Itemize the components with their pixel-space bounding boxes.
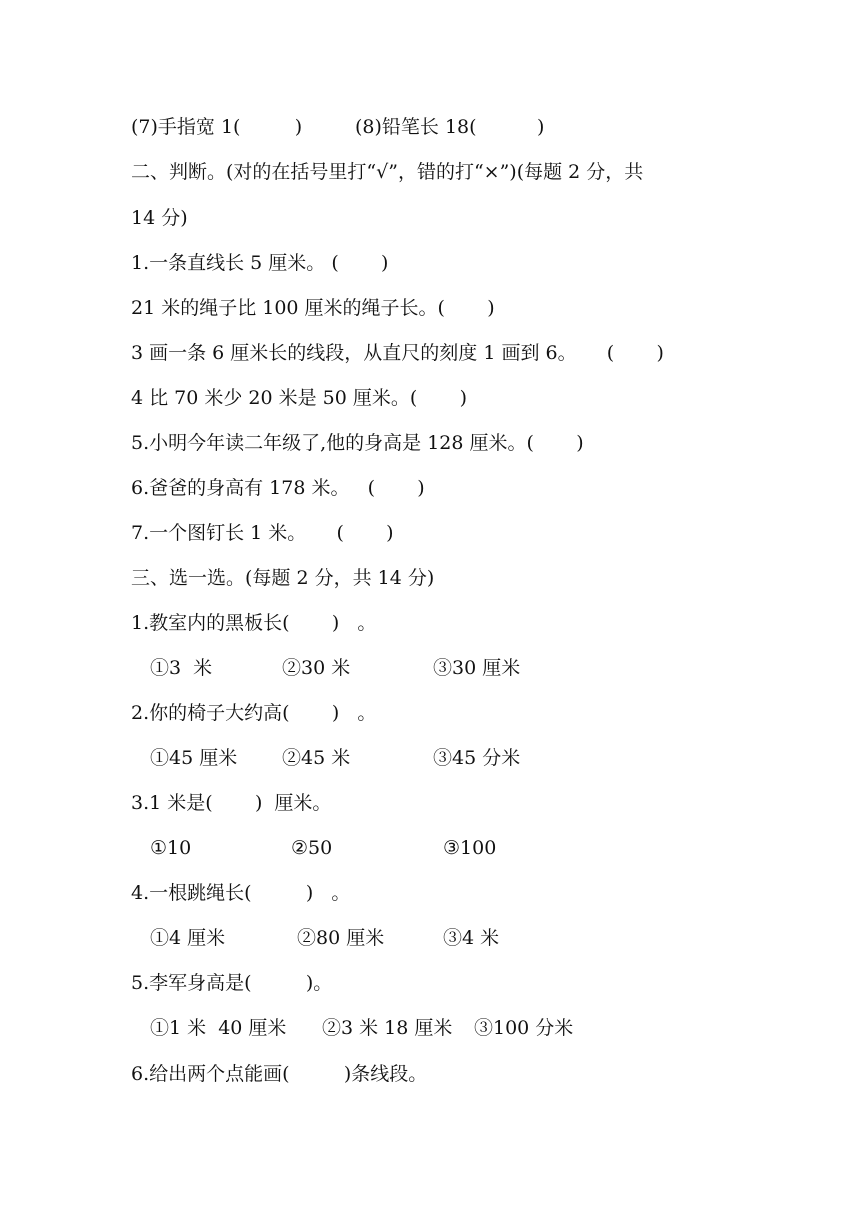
choice-q4-option-1: ①4 厘米 bbox=[150, 927, 226, 949]
choice-question-2: 2.你的椅子大约高( ) 。 bbox=[131, 702, 377, 724]
question-7-line: (7)手指宽 1( ) bbox=[131, 116, 303, 138]
judge-item-5: 5.小明今年读二年级了,他的身高是 128 厘米。( ) bbox=[131, 432, 584, 454]
section-3-title: 三、选一选。(每题 2 分，共 14 分) bbox=[131, 567, 435, 589]
choice-question-3: 3.1 米是( ) 厘米。 bbox=[131, 792, 332, 814]
judge-item-1: 1.一条直线长 5 厘米。 ( ) bbox=[131, 252, 389, 274]
section-2-title: 二、判断。(对的在括号里打“√”，错的打“×”)(每题 2 分，共 bbox=[131, 161, 644, 183]
choice-q5-option-1: ①1 米 40 厘米 bbox=[150, 1017, 287, 1039]
choice-q4-option-3: ③4 米 bbox=[443, 927, 500, 949]
choice-q2-option-1: ①45 厘米 bbox=[150, 747, 238, 769]
choice-q3-option-2: ②50 bbox=[291, 837, 333, 859]
judge-item-3: 3 画一条 6 厘米长的线段，从直尺的刻度 1 画到 6。 ( ) bbox=[131, 342, 664, 364]
choice-question-5: 5.李军身高是( )。 bbox=[131, 972, 333, 994]
choice-q3-option-3: ③100 bbox=[443, 837, 497, 859]
choice-q2-option-2: ②45 米 bbox=[282, 747, 351, 769]
judge-item-2: 21 米的绳子比 100 厘米的绳子长。( ) bbox=[131, 297, 495, 319]
choice-question-6: 6.给出两个点能画( )条线段。 bbox=[131, 1063, 428, 1085]
choice-q4-option-2: ②80 厘米 bbox=[297, 927, 385, 949]
choice-q1-option-1: ①3 米 bbox=[150, 657, 213, 679]
question-8-line: (8)铅笔长 18( ) bbox=[355, 116, 545, 138]
choice-q2-option-3: ③45 分米 bbox=[433, 747, 521, 769]
choice-q3-option-1: ①10 bbox=[150, 837, 192, 859]
choice-question-4: 4.一根跳绳长( ) 。 bbox=[131, 882, 351, 904]
choice-q1-option-3: ③30 厘米 bbox=[433, 657, 521, 679]
section-2-title-continued: 14 分) bbox=[131, 207, 188, 229]
judge-item-4: 4 比 70 米少 20 米是 50 厘米。( ) bbox=[131, 387, 467, 409]
judge-item-7: 7.一个图钉长 1 米。 ( ) bbox=[131, 522, 394, 544]
choice-q5-option-3: ③100 分米 bbox=[474, 1017, 574, 1039]
judge-item-6: 6.爸爸的身高有 178 米。 ( ) bbox=[131, 477, 425, 499]
choice-q5-option-2: ②3 米 18 厘米 bbox=[322, 1017, 453, 1039]
choice-question-1: 1.教室内的黑板长( ) 。 bbox=[131, 612, 377, 634]
choice-q1-option-2: ②30 米 bbox=[282, 657, 351, 679]
